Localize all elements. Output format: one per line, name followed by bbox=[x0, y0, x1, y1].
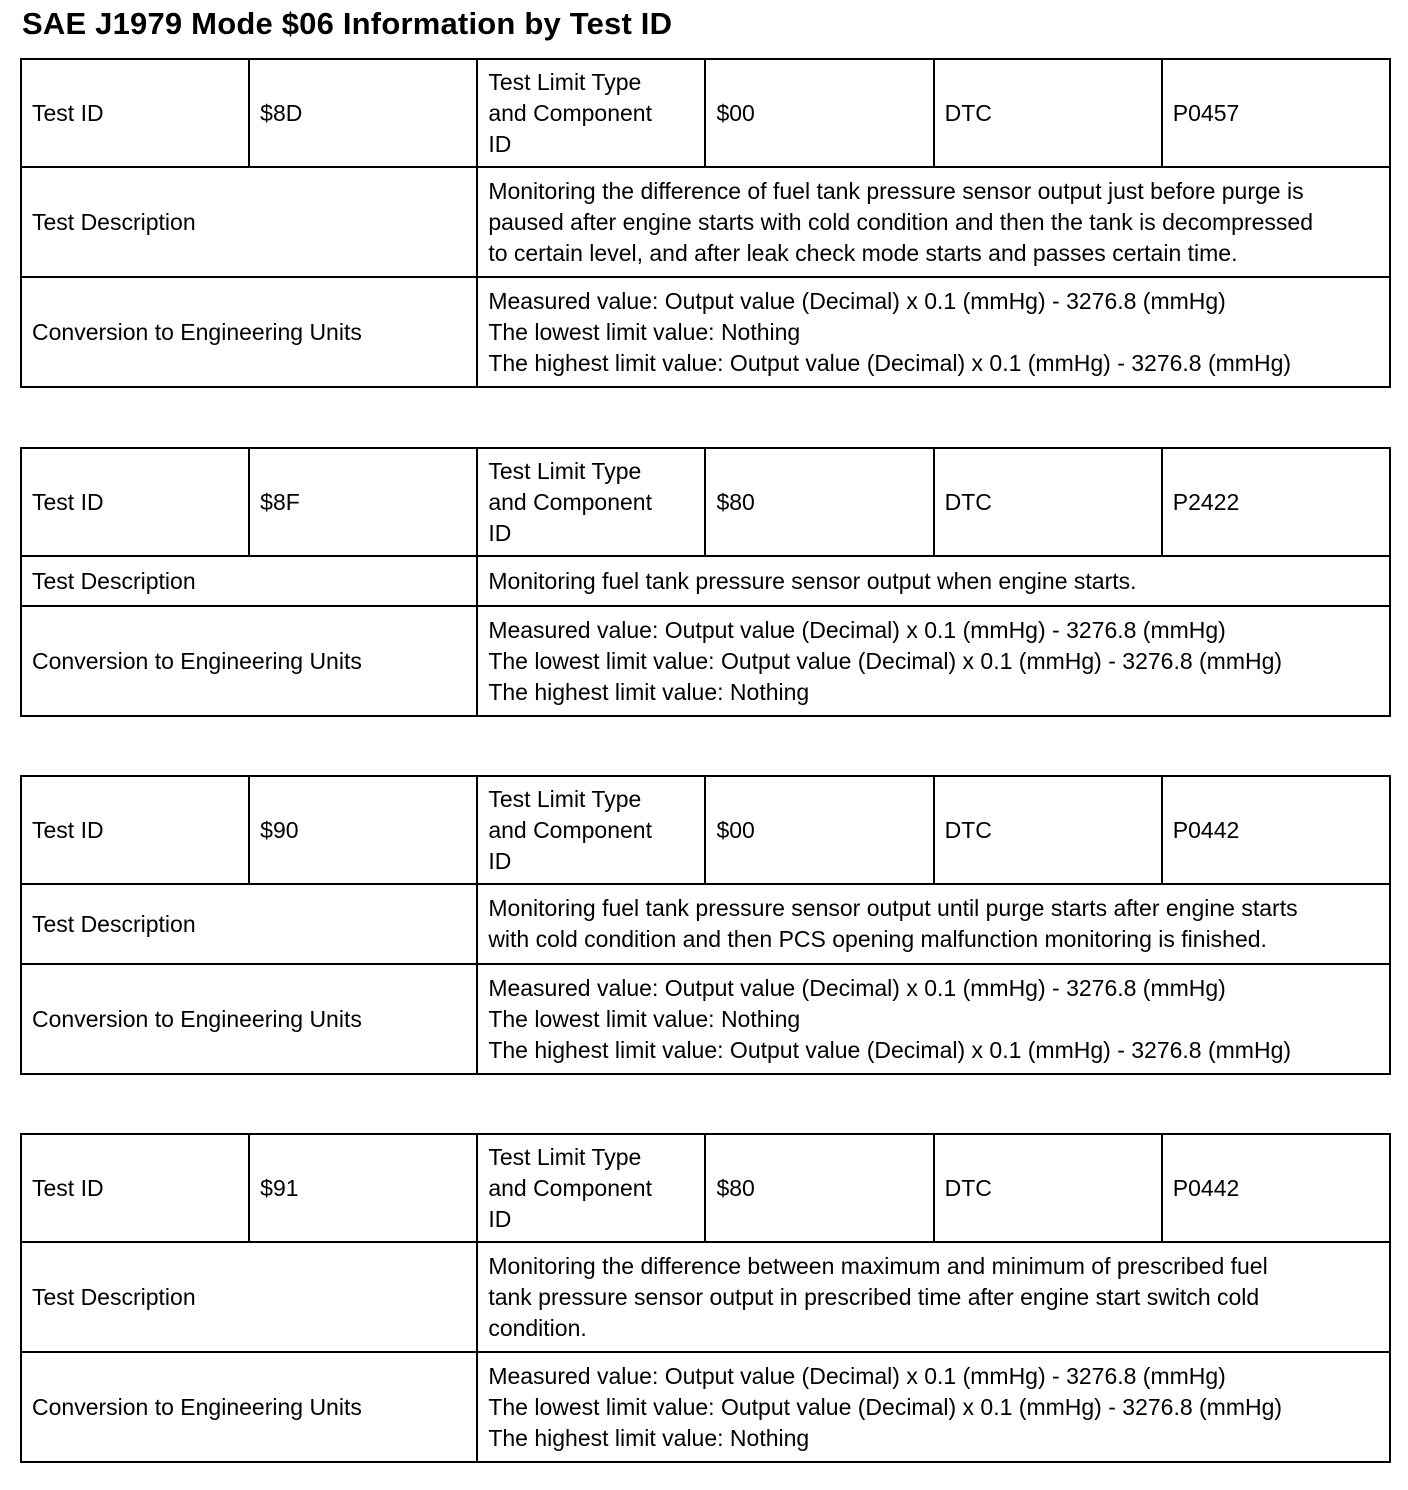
test-table-91 bbox=[20, 1133, 1391, 1463]
conversion-value: Measured value: Output value (Decimal) x 0.1 (mmHg) - 3276.8 (mmHg) The lowest limit value: Output value (Decimal) x 0.1 (mmHg) - 3276.8 (mmHg) The highest limit value: Nothing bbox=[477, 1352, 1390, 1462]
test-limit-type-label: Test Limit Type and Component ID bbox=[477, 1134, 705, 1242]
test-limit-type-value: $80 bbox=[705, 1134, 933, 1242]
test-id-label: Test ID bbox=[21, 448, 249, 556]
description-row bbox=[21, 556, 1390, 606]
dtc-value: P0442 bbox=[1162, 1134, 1390, 1242]
test-description-value: Monitoring the difference between maximum and minimum of prescribed fuel tank pressure sensor output in prescribed time after engine start switch cold condition. bbox=[477, 1242, 1390, 1352]
test-description-label: Test Description bbox=[21, 556, 477, 606]
test-id-value: $8F bbox=[249, 448, 477, 556]
conversion-label: Conversion to Engineering Units bbox=[21, 277, 477, 387]
conversion-row bbox=[21, 964, 1390, 1074]
dtc-label: DTC bbox=[934, 59, 1162, 167]
page-title: SAE J1979 Mode $06 Information by Test ID bbox=[22, 6, 673, 41]
dtc-value: P0457 bbox=[1162, 59, 1390, 167]
description-row bbox=[21, 1242, 1390, 1352]
test-id-label: Test ID bbox=[21, 1134, 249, 1242]
test-table-90 bbox=[20, 775, 1391, 1075]
test-description-value: Monitoring fuel tank pressure sensor output until purge starts after engine starts with cold condition and then PCS opening malfunction monitoring is finished. bbox=[477, 884, 1390, 964]
test-id-label: Test ID bbox=[21, 59, 249, 167]
conversion-value: Measured value: Output value (Decimal) x 0.1 (mmHg) - 3276.8 (mmHg) The lowest limit value: Nothing The highest limit value: Output value (Decimal) x 0.1 (mmHg) - 3276.8 (mmHg) bbox=[477, 277, 1390, 387]
test-limit-type-label: Test Limit Type and Component ID bbox=[477, 59, 705, 167]
test-table-8f bbox=[20, 447, 1391, 717]
dtc-value: P0442 bbox=[1162, 776, 1390, 884]
conversion-row bbox=[21, 606, 1390, 716]
dtc-label: DTC bbox=[934, 1134, 1162, 1242]
test-id-label: Test ID bbox=[21, 776, 249, 884]
header-row bbox=[21, 1134, 1390, 1242]
test-description-label: Test Description bbox=[21, 1242, 477, 1352]
test-description-label: Test Description bbox=[21, 167, 477, 277]
test-id-value: $91 bbox=[249, 1134, 477, 1242]
dtc-value: P2422 bbox=[1162, 448, 1390, 556]
test-limit-type-value: $80 bbox=[705, 448, 933, 556]
test-limit-type-label: Test Limit Type and Component ID bbox=[477, 776, 705, 884]
conversion-label: Conversion to Engineering Units bbox=[21, 606, 477, 716]
test-limit-type-value: $00 bbox=[705, 59, 933, 167]
test-id-value: $90 bbox=[249, 776, 477, 884]
test-id-value: $8D bbox=[249, 59, 477, 167]
conversion-value: Measured value: Output value (Decimal) x 0.1 (mmHg) - 3276.8 (mmHg) The lowest limit value: Output value (Decimal) x 0.1 (mmHg) - 3276.8 (mmHg) The highest limit value: Nothing bbox=[477, 606, 1390, 716]
test-limit-type-label: Test Limit Type and Component ID bbox=[477, 448, 705, 556]
conversion-label: Conversion to Engineering Units bbox=[21, 964, 477, 1074]
test-table-8d bbox=[20, 58, 1391, 388]
test-limit-type-value: $00 bbox=[705, 776, 933, 884]
conversion-row bbox=[21, 1352, 1390, 1462]
header-row bbox=[21, 59, 1390, 167]
dtc-label: DTC bbox=[934, 448, 1162, 556]
test-description-label: Test Description bbox=[21, 884, 477, 964]
header-row bbox=[21, 448, 1390, 556]
conversion-value: Measured value: Output value (Decimal) x 0.1 (mmHg) - 3276.8 (mmHg) The lowest limit value: Nothing The highest limit value: Output value (Decimal) x 0.1 (mmHg) - 3276.8 (mmHg) bbox=[477, 964, 1390, 1074]
header-row bbox=[21, 776, 1390, 884]
test-description-value: Monitoring the difference of fuel tank pressure sensor output just before purge is paused after engine starts with cold condition and then the tank is decompressed to certain level, and after leak check mode starts and passes certain time. bbox=[477, 167, 1390, 277]
dtc-label: DTC bbox=[934, 776, 1162, 884]
conversion-row bbox=[21, 277, 1390, 387]
description-row bbox=[21, 167, 1390, 277]
test-description-value: Monitoring fuel tank pressure sensor output when engine starts. bbox=[477, 556, 1390, 606]
conversion-label: Conversion to Engineering Units bbox=[21, 1352, 477, 1462]
description-row bbox=[21, 884, 1390, 964]
